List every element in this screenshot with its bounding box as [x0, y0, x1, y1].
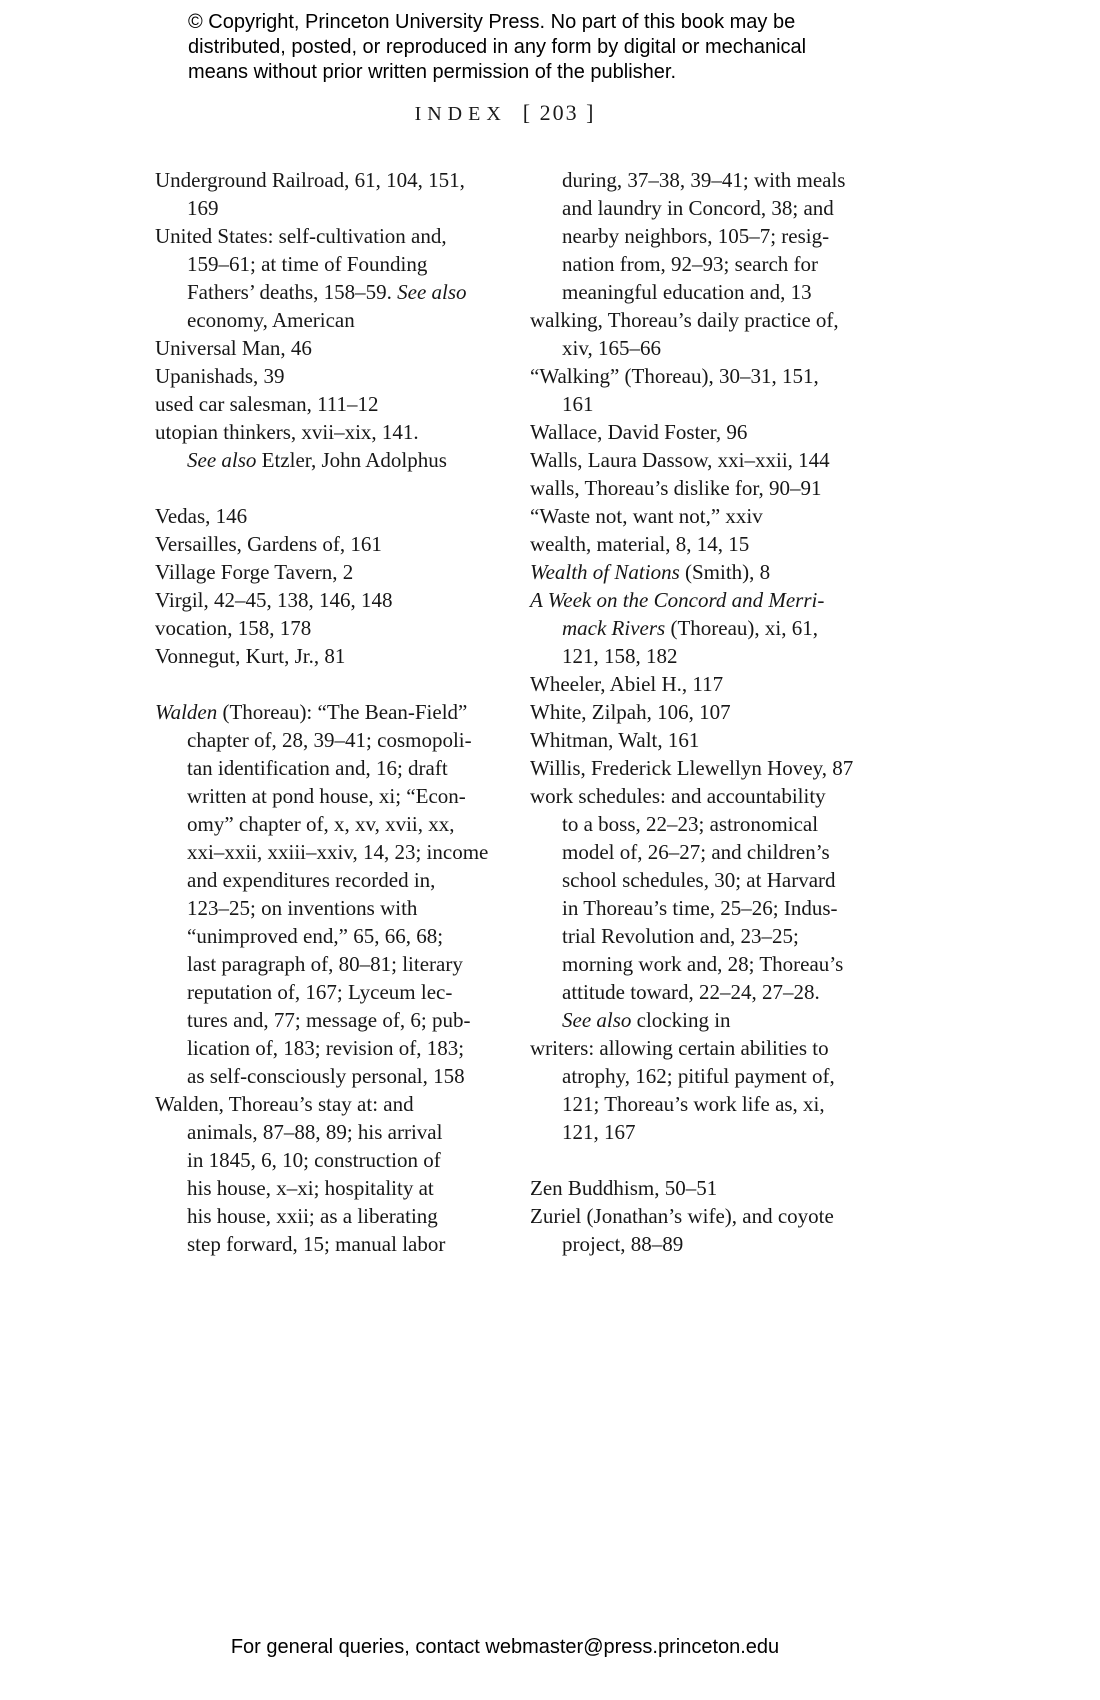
- index-entry-text: (Smith), 8: [679, 560, 771, 584]
- index-entry-text: Zen Buddhism, 50–51: [530, 1176, 718, 1200]
- index-entry-line: [530, 1202, 975, 1230]
- bracket-right: ]: [586, 100, 596, 125]
- index-entry-line: [155, 698, 527, 726]
- index-entry-text: Willis, Frederick Llewellyn Hovey, 87: [530, 756, 854, 780]
- index-entry-text: Virgil, 42–45, 138, 146, 148: [155, 588, 393, 612]
- index-entry-line: [155, 418, 527, 446]
- index-entry-text: chapter of, 28, 39–41; cosmopoli-: [187, 728, 472, 752]
- index-line-spacer: [155, 474, 527, 502]
- index-entry-text: Etzler, John Adolphus: [256, 448, 447, 472]
- index-entry-text: economy, American: [187, 308, 355, 332]
- index-entry-line: [155, 894, 527, 922]
- index-entry-line: [155, 1090, 527, 1118]
- index-entry-text: xxi–xxii, xxiii–xxiv, 14, 23; income: [187, 840, 489, 864]
- index-entry-italic-text: A Week on the Concord and Merri-: [530, 588, 825, 612]
- index-entry-line: [530, 810, 975, 838]
- index-entry-text: (Thoreau), xi, 61,: [665, 616, 819, 640]
- index-entry-line: [530, 1118, 975, 1146]
- index-entry-line: [155, 166, 527, 194]
- index-entry-text: Wheeler, Abiel H., 117: [530, 672, 724, 696]
- index-entry-line: [530, 950, 975, 978]
- index-entry-line: [155, 530, 527, 558]
- index-entry-italic-text: Wealth of Nations: [530, 560, 680, 584]
- index-entry-text: during, 37–38, 39–41; with meals: [562, 168, 846, 192]
- index-entry-line: [155, 978, 527, 1006]
- index-entry-text: “Walking” (Thoreau), 30–31, 151,: [530, 364, 819, 388]
- index-entry-text: wealth, material, 8, 14, 15: [530, 532, 750, 556]
- index-entry-line: [155, 222, 527, 250]
- index-entry-line: [155, 1118, 527, 1146]
- index-entry-text: to a boss, 22–23; astronomical: [562, 812, 819, 836]
- copyright-line: means without prior written permission of the publisher.: [188, 61, 677, 83]
- index-entry-line: [530, 446, 975, 474]
- copyright-notice: [188, 10, 806, 85]
- index-entry-text: “unimproved end,” 65, 66, 68;: [187, 924, 444, 948]
- index-entry-line: [530, 278, 975, 306]
- index-entry-line: [155, 446, 527, 474]
- index-entry-line: [155, 1034, 527, 1062]
- index-entry-text: last paragraph of, 80–81; literary: [187, 952, 463, 976]
- index-entry-text: (Thoreau): “The Bean-Field”: [217, 700, 468, 724]
- bracket-left: [: [522, 100, 533, 125]
- index-entry-text: meaningful education and, 13: [562, 280, 812, 304]
- index-entry-text: step forward, 15; manual labor: [187, 1232, 446, 1256]
- index-entry-text: in Thoreau’s time, 25–26; Indus-: [562, 896, 838, 920]
- index-entry-line: [155, 250, 527, 278]
- index-entry-text: lication of, 183; revision of, 183;: [187, 1036, 465, 1060]
- index-entry-line: [530, 306, 975, 334]
- index-entry-line: [155, 278, 527, 306]
- index-entry-line: [530, 642, 975, 670]
- index-entry-text: Vedas, 146: [155, 504, 248, 528]
- index-entry-line: [155, 1062, 527, 1090]
- index-entry-text: Underground Railroad, 61, 104, 151,: [155, 168, 465, 192]
- running-head: [0, 100, 1010, 126]
- index-entry-text: walking, Thoreau’s daily practice of,: [530, 308, 839, 332]
- index-entry-line: [530, 922, 975, 950]
- index-entry-text: vocation, 158, 178: [155, 616, 312, 640]
- index-entry-line: [155, 586, 527, 614]
- index-entry-text: tan identification and, 16; draft: [187, 756, 448, 780]
- index-entry-text: writers: allowing certain abilities to: [530, 1036, 829, 1060]
- index-entry-line: [155, 754, 527, 782]
- index-entry-text: 161: [562, 392, 594, 416]
- index-entry-text: utopian thinkers, xvii–xix, 141.: [155, 420, 419, 444]
- index-entry-line: [530, 586, 975, 614]
- index-entry-line: [530, 334, 975, 362]
- footer-queries-note: For general queries, contact webmaster@press.princeton.edu: [230, 1636, 780, 1658]
- index-entry-line: [155, 726, 527, 754]
- index-entry-line: [530, 726, 975, 754]
- index-entry-text: 121, 167: [562, 1120, 636, 1144]
- index-entry-text: morning work and, 28; Thoreau’s: [562, 952, 844, 976]
- index-entry-line: [530, 194, 975, 222]
- index-entry-text: Fathers’ deaths, 158–59.: [187, 280, 398, 304]
- index-entry-text: Zuriel (Jonathan’s wife), and coyote: [530, 1204, 834, 1228]
- index-entry-line: [530, 614, 975, 642]
- index-entry-line: [530, 222, 975, 250]
- index-entry-line: [530, 670, 975, 698]
- index-entry-line: [155, 950, 527, 978]
- index-entry-text: nearby neighbors, 105–7; resig-: [562, 224, 830, 248]
- index-entry-line: [530, 698, 975, 726]
- index-entry-text: White, Zilpah, 106, 107: [530, 700, 731, 724]
- index-entry-line: [155, 782, 527, 810]
- index-entry-line: [155, 334, 527, 362]
- index-entry-line: [530, 502, 975, 530]
- index-entry-line: [530, 390, 975, 418]
- index-entry-italic-text: Walden: [155, 700, 218, 724]
- index-entry-line: [530, 754, 975, 782]
- index-entry-line: [155, 642, 527, 670]
- index-entry-text: 121; Thoreau’s work life as, xi,: [562, 1092, 825, 1116]
- index-entry-text: Walls, Laura Dassow, xxi–xxii, 144: [530, 448, 830, 472]
- index-entry-text: 159–61; at time of Founding: [187, 252, 428, 276]
- section-title: INDEX: [414, 103, 507, 125]
- index-entry-line: [530, 250, 975, 278]
- copyright-line: © Copyright, Princeton University Press. No part of this book may be: [188, 11, 796, 33]
- index-entry-text: tures and, 77; message of, 6; pub-: [187, 1008, 471, 1032]
- index-entry-text: Upanishads, 39: [155, 364, 285, 388]
- index-entry-text: and laundry in Concord, 38; and: [562, 196, 834, 220]
- index-entry-line: [530, 418, 975, 446]
- index-entry-line: [530, 894, 975, 922]
- index-entry-text: work schedules: and accountability: [530, 784, 826, 808]
- index-entry-line: [530, 838, 975, 866]
- index-entry-line: [530, 558, 975, 586]
- index-entry-italic-text: See also: [562, 1008, 632, 1032]
- index-entry-line: [155, 502, 527, 530]
- index-entry-text: reputation of, 167; Lyceum lec-: [187, 980, 453, 1004]
- index-entry-line: [530, 866, 975, 894]
- index-entry-line: [530, 1034, 975, 1062]
- index-entry-italic-text: See also: [397, 280, 467, 304]
- index-entry-italic-text: See also: [187, 448, 257, 472]
- index-entry-line: [530, 530, 975, 558]
- index-entry-line: [155, 558, 527, 586]
- index-entry-text: school schedules, 30; at Harvard: [562, 868, 836, 892]
- index-entry-line: [155, 390, 527, 418]
- index-entry-line: [530, 978, 975, 1006]
- index-entry-text: Universal Man, 46: [155, 336, 312, 360]
- index-entry-text: Whitman, Walt, 161: [530, 728, 700, 752]
- index-entry-line: [530, 166, 975, 194]
- index-entry-line: [155, 1230, 527, 1258]
- page-number: 203: [539, 100, 579, 125]
- index-right-column: [530, 166, 975, 1258]
- index-entry-line: [530, 1174, 975, 1202]
- index-entry-text: atrophy, 162; pitiful payment of,: [562, 1064, 835, 1088]
- index-entry-text: 169: [187, 196, 219, 220]
- index-entry-text: omy” chapter of, x, xv, xvii, xx,: [187, 812, 455, 836]
- index-entry-text: clocking in: [631, 1008, 731, 1032]
- index-entry-line: [155, 838, 527, 866]
- index-entry-line: [530, 1230, 975, 1258]
- index-entry-text: animals, 87–88, 89; his arrival: [187, 1120, 443, 1144]
- index-entry-line: [155, 306, 527, 334]
- index-entry-line: [155, 1006, 527, 1034]
- index-entry-line: [530, 1006, 975, 1034]
- index-entry-text: United States: self-cultivation and,: [155, 224, 447, 248]
- index-entry-text: his house, x–xi; hospitality at: [187, 1176, 434, 1200]
- index-entry-line: [530, 362, 975, 390]
- index-entry-line: [530, 1090, 975, 1118]
- index-entry-text: Walden, Thoreau’s stay at: and: [155, 1092, 414, 1116]
- index-entry-text: xiv, 165–66: [562, 336, 661, 360]
- index-entry-text: his house, xxii; as a liberating: [187, 1204, 438, 1228]
- index-entry-text: used car salesman, 111–12: [155, 392, 379, 416]
- index-entry-line: [155, 1202, 527, 1230]
- index-entry-text: model of, 26–27; and children’s: [562, 840, 830, 864]
- index-entry-line: [530, 1062, 975, 1090]
- index-entry-text: Wallace, David Foster, 96: [530, 420, 748, 444]
- index-entry-text: nation from, 92–93; search for: [562, 252, 819, 276]
- index-entry-text: project, 88–89: [562, 1232, 684, 1256]
- index-entry-text: trial Revolution and, 23–25;: [562, 924, 799, 948]
- index-entry-italic-text: mack Rivers: [562, 616, 666, 640]
- index-entry-text: walls, Thoreau’s dislike for, 90–91: [530, 476, 822, 500]
- index-entry-text: 121, 158, 182: [562, 644, 678, 668]
- index-left-column: [155, 166, 527, 1258]
- index-entry-line: [530, 782, 975, 810]
- index-entry-line: [155, 866, 527, 894]
- copyright-line: distributed, posted, or reproduced in any form by digital or mechanical: [188, 36, 807, 58]
- index-entry-line: [155, 362, 527, 390]
- page-number-label: [523, 100, 596, 125]
- index-entry-text: 123–25; on inventions with: [187, 896, 418, 920]
- index-entry-line: [530, 474, 975, 502]
- index-line-spacer: [530, 1146, 975, 1174]
- index-entry-text: “Waste not, want not,” xxiv: [530, 504, 763, 528]
- index-entry-text: Village Forge Tavern, 2: [155, 560, 354, 584]
- index-entry-line: [155, 194, 527, 222]
- index-line-spacer: [155, 670, 527, 698]
- index-entry-text: Versailles, Gardens of, 161: [155, 532, 382, 556]
- index-entry-text: written at pond house, xi; “Econ-: [187, 784, 466, 808]
- index-entry-text: and expenditures recorded in,: [187, 868, 436, 892]
- index-entry-text: as self-consciously personal, 158: [187, 1064, 465, 1088]
- index-entry-line: [155, 614, 527, 642]
- index-entry-text: attitude toward, 22–24, 27–28.: [562, 980, 820, 1004]
- index-entry-line: [155, 1174, 527, 1202]
- index-entry-line: [155, 1146, 527, 1174]
- index-entry-text: Vonnegut, Kurt, Jr., 81: [155, 644, 346, 668]
- index-entry-text: in 1845, 6, 10; construction of: [187, 1148, 441, 1172]
- index-entry-line: [155, 922, 527, 950]
- index-entry-line: [155, 810, 527, 838]
